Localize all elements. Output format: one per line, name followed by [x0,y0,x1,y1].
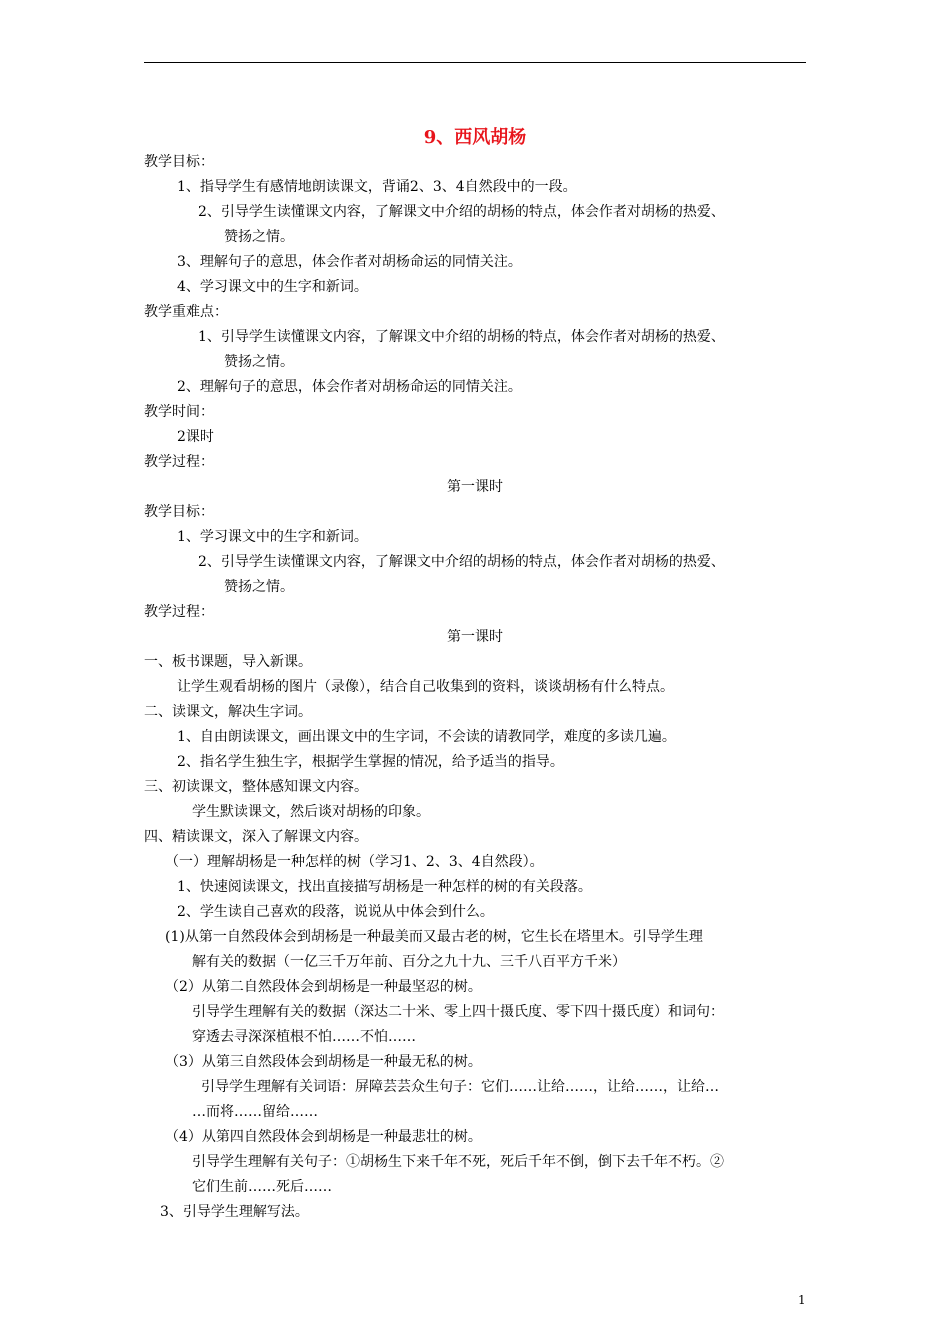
text-line: 1、指导学生有感情地朗读课文，背诵2、3、4自然段中的一段。 [177,179,577,195]
text-line: 赞扬之情。 [224,354,294,370]
page-number: 1 [798,1293,806,1307]
text-line: 2、引导学生读懂课文内容，了解课文中介绍的胡杨的特点，体会作者对胡杨的热爱、 [198,554,725,570]
text-line: 1、学习课文中的生字和新词。 [177,529,368,545]
text-line: 2、引导学生读懂课文内容，了解课文中介绍的胡杨的特点，体会作者对胡杨的热爱、 [198,204,725,220]
section-heading: 教学过程： [144,604,214,620]
header-rule [144,62,806,63]
document-title: 9、西风胡杨 [423,127,527,148]
text-line: 引导学生理解有关句子：①胡杨生下来千年不死，死后千年不倒，倒下去千年不朽。② [192,1154,724,1170]
section-heading: 教学重难点： [144,304,228,320]
section-heading: 教学时间： [144,404,214,420]
text-line: 它们生前……死后…… [192,1179,332,1195]
lesson-heading: 第一课时 [447,479,503,495]
section-heading: 教学过程： [144,454,214,470]
text-line: （3）从第三自然段体会到胡杨是一种最无私的树。 [165,1054,482,1070]
text-line: 学生默读课文，然后谈对胡杨的印象。 [192,804,430,820]
step-heading: 二、读课文，解决生字词。 [144,704,312,720]
text-line: 引导学生理解有关词语：屏障芸芸众生句子：它们……让给……，让给……，让给… [201,1079,719,1095]
text-line: 1、快速阅读课文，找出直接描写胡杨是一种怎样的树的有关段落。 [177,879,592,895]
text-line: 教学目标： [144,154,214,170]
step-heading: 四、精读课文，深入了解课文内容。 [144,829,368,845]
text-line: 2、理解句子的意思，体会作者对胡杨命运的同情关注。 [177,379,522,395]
text-line: 3、理解句子的意思，体会作者对胡杨命运的同情关注。 [177,254,522,270]
text-line: (1)从第一自然段体会到胡杨是一种最美而又最古老的树，它生长在塔里木。引导学生理 [165,929,703,945]
text-line: 2课时 [177,429,214,445]
text-line: 1、自由朗读课文，画出课文中的生字词，不会读的请教同学，难度的多读几遍。 [177,729,676,745]
text-line: 赞扬之情。 [224,229,294,245]
text-line: …而将……留给…… [192,1104,318,1120]
lesson-heading: 第一课时 [447,629,503,645]
text-line: 让学生观看胡杨的图片（录像），结合自己收集到的资料，谈谈胡杨有什么特点。 [177,679,674,695]
text-line: 4、学习课文中的生字和新词。 [177,279,368,295]
text-line: 穿透去寻深深植根不怕……不怕…… [192,1029,416,1045]
section-heading: 教学目标： [144,504,214,520]
text-line: 3、引导学生理解写法。 [160,1204,309,1220]
text-line: 赞扬之情。 [224,579,294,595]
text-line: （一）理解胡杨是一种怎样的树（学习1、2、3、4自然段）。 [165,854,544,870]
text-line: 1、引导学生读懂课文内容，了解课文中介绍的胡杨的特点，体会作者对胡杨的热爱、 [198,329,725,345]
step-heading: 一、板书课题，导入新课。 [144,654,312,670]
step-heading: 三、初读课文，整体感知课文内容。 [144,779,368,795]
text-line: （4）从第四自然段体会到胡杨是一种最悲壮的树。 [165,1129,482,1145]
text-line: 2、指名学生独生字，根据学生掌握的情况，给予适当的指导。 [177,754,564,770]
text-line: 2、学生读自己喜欢的段落，说说从中体会到什么。 [177,904,494,920]
text-line: 解有关的数据（一亿三千万年前、百分之九十九、三千八百平方千米） [192,954,626,970]
text-line: （2）从第二自然段体会到胡杨是一种最坚忍的树。 [165,979,482,995]
text-line: 引导学生理解有关的数据（深达二十米、零上四十摄氏度、零下四十摄氏度）和词句： [192,1004,724,1020]
